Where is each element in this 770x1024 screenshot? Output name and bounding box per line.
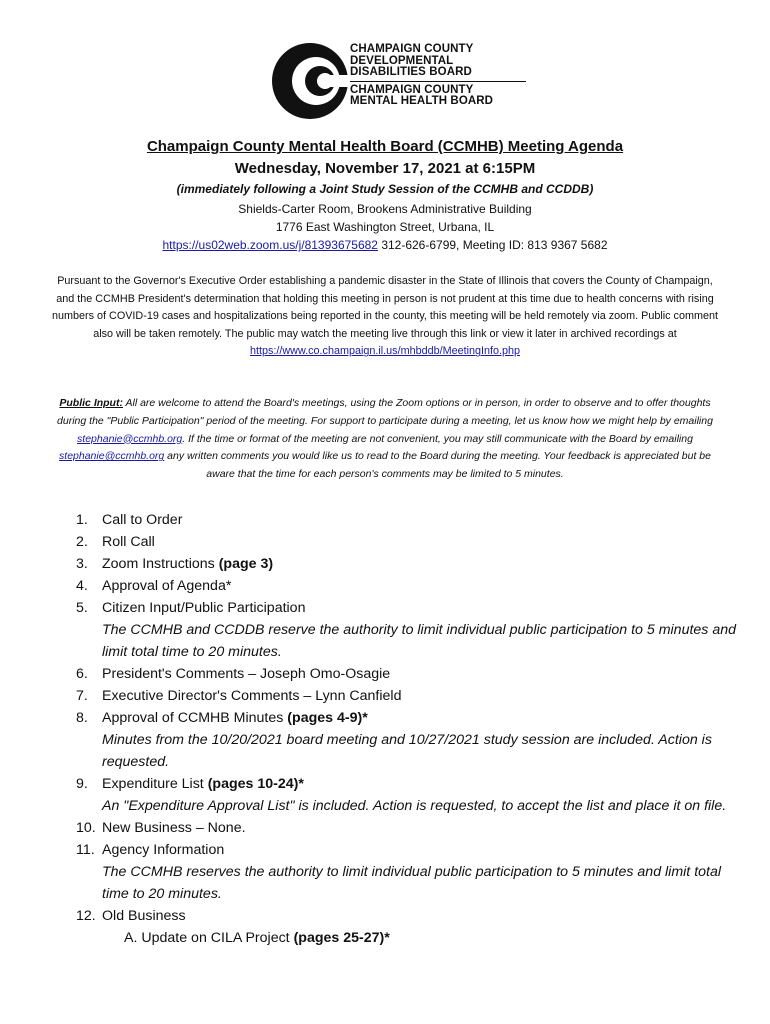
agenda-item: 1. Call to Order (76, 512, 183, 528)
agenda-item-note: Minutes from the 10/20/2021 board meeting and 10/27/2021 study session are included. Action is requested. (102, 732, 712, 770)
agenda-item-note: The CCMHB and CCDDB reserve the authority to limit individual public participation to 5 minutes and limit total time to 20 minutes. (102, 622, 736, 660)
phone-meeting-id: 312-626-6799, Meeting ID: 813 9367 5682 (377, 238, 608, 252)
agenda-list (76, 509, 746, 949)
agenda-item: 12. Old Business A. Update on CILA Project (pages 25-27)* (76, 905, 746, 949)
agenda-item: 11. Agency Information The CCMHB reserves the authority to limit individual public participation to 5 minutes and limit total time to 20 minutes. (76, 839, 746, 905)
meeting-subtitle: (immediately following a Joint Study Session of the CCMHB and CCDDB) (176, 182, 594, 196)
agenda-item: 5. Citizen Input/Public Participation The CCMHB and CCDDB reserve the authority to limit individual public participation to 5 minutes and limit total time to 20 minutes. (76, 597, 746, 663)
agenda-item: 4. Approval of Agenda* (76, 578, 232, 594)
agenda-sub-item: A. Update on CILA Project (pages 25-27)* (124, 930, 390, 946)
zoom-link[interactable]: https://us02web.zoom.us/j/81393675682 (162, 238, 378, 252)
email-link[interactable]: stephanie@ccmhb.org (77, 432, 183, 445)
meeting-address: 1776 East Washington Street, Urbana, IL (275, 220, 495, 234)
agenda-item: 3. Zoom Instructions (page 3) (76, 556, 274, 572)
archive-link[interactable]: https://www.co.champaign.il.us/mhbddb/MeetingInfo.php (249, 345, 521, 358)
agenda-item: 6. President's Comments – Joseph Omo-Osagie (76, 666, 391, 682)
agenda-item: 9. Expenditure List (pages 10-24)* An "Expenditure Approval List" is included. Action is requested, to accept the list and place it on file. (76, 773, 746, 817)
logo-ccmhb: CHAMPAIGN COUNTY MENTAL HEALTH BOARD (350, 83, 494, 108)
meeting-connection (0, 238, 770, 252)
agenda-item: 2. Roll Call (76, 534, 155, 550)
agenda-title: Champaign County Mental Health Board (CCMHB) Meeting Agenda (146, 138, 624, 155)
public-input-label: Public Input: (59, 397, 123, 409)
logo-ccddb: CHAMPAIGN COUNTY DEVELOPMENTAL DISABILITIES BOARD (350, 44, 526, 82)
meeting-date: Wednesday, November 17, 2021 at 6:15PM (234, 160, 536, 177)
agenda-item: 7. Executive Director's Comments – Lynn Canfield (76, 688, 402, 704)
agenda-item-note: The CCMHB reserves the authority to limit individual public participation to 5 minutes and limit total time to 20 minutes. (102, 864, 722, 902)
meeting-room: Shields-Carter Room, Brookens Administrative Building (238, 202, 532, 216)
public-input-paragraph: Public Input: All are welcome to attend the Board's meetings, using the Zoom options or in person, in order to observe and to offer thoughts during the "Public Participation" period of the meeting. For support to participate during a meeting, let us know how we might help by emailing stephanie@ccmhb.org. If the time or format of the meeting are not convenient, you may still communicate with the Board by emailing stephanie@ccmhb.org any written comments you would like us to read to the Board during the meeting. Your feedback is appreciated but be aware that the time for each person's comments may be limited to 5 minutes. (57, 397, 713, 481)
notice-text: Pursuant to the Governor's Executive Order establishing a pandemic disaster in the State of Illinois that covers the County of Champaign, and the CCMHB President's determination that holding this meeting in person is not prudent at this time due to health concerns with rising numbers of COVID-19 cases and hospitalizations being reported in the county, this meeting will be held remotely via zoom. Public comment also will be taken remotely. The public may watch the meeting live through this link or view it later in archived recordings at (52, 275, 718, 340)
covid-notice (52, 273, 718, 361)
logo-text (350, 44, 526, 108)
agenda-item: 10. New Business – None. (76, 820, 246, 836)
board-logo (270, 40, 530, 122)
agenda-item-note: An "Expenditure Approval List" is included. Action is requested, to accept the list and place it on file. (102, 798, 727, 814)
agenda-item: 8. Approval of CCMHB Minutes (pages 4-9)* Minutes from the 10/20/2021 board meeting and 10/27/2021 study session are included. Action is requested. (76, 707, 746, 773)
email-link[interactable]: stephanie@ccmhb.org (59, 450, 165, 463)
cc-logo-mark-icon (270, 40, 348, 122)
